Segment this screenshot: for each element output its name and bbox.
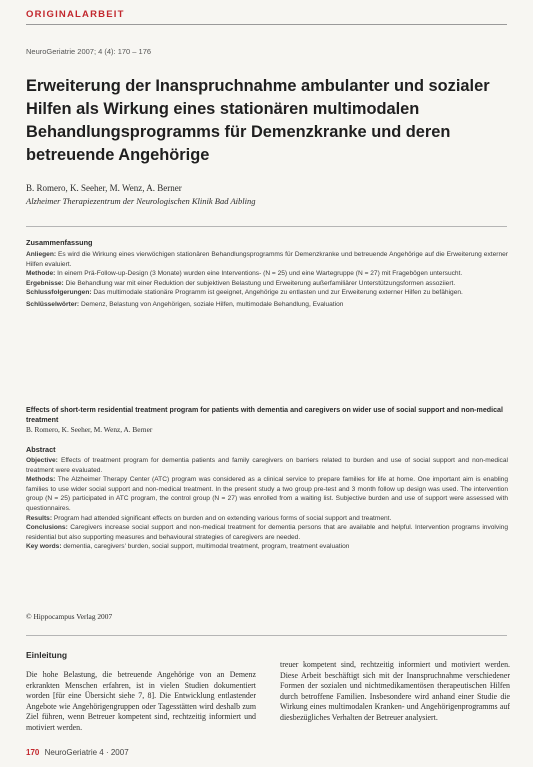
affiliation: Alzheimer Therapiezentrum der Neurologischen Klinik Bad Aibling <box>26 196 256 206</box>
abstract-text: Caregivers increase social support and non-medical treatment for dementia persons that are available and helpful. Intervention programs involving residential but also supporting measures and behavioural strategies of caregivers are needed. <box>26 524 508 541</box>
abstract-text: Effects of treatment program for dementia patients and family caregivers on barriers related to burden and use of social support and non-medical treatment were evaluated. <box>26 457 508 474</box>
abstract-text: Program had attended significant effects on burden and on extending various forms of social support and treatment. <box>53 514 392 522</box>
abstract-label: Conclusions: <box>26 524 68 532</box>
abstract-paragraph <box>26 456 508 475</box>
abstract-text: In einem Prä-Follow-up-Design (3 Monate) wurden eine Interventions- (N = 25) und eine Wartegruppe (N = 27) mit Fragebögen untersucht. <box>57 270 463 278</box>
abstract-text: Es wird die Wirkung eines vierwöchigen stationären Behandlungsprogramms für Demenzkranke und betreuende Angehörige auf die Erweiterung externer Hilfen evaluiert. <box>26 251 508 268</box>
abstract-label: Ergebnisse: <box>26 279 64 287</box>
abstract-heading: Abstract <box>26 445 56 454</box>
abstract-paragraph <box>26 279 508 289</box>
section-label: ORIGINALARBEIT <box>26 9 125 20</box>
zusammenfassung-body <box>26 250 508 310</box>
abstract-paragraph <box>26 523 508 542</box>
english-authors: B. Romero, K. Seeher, M. Wenz, A. Berner <box>26 425 153 434</box>
abstract-text: Die Behandlung war mit einer Reduktion der subjektiven Belastung und Erweiterung außerfamiliärer Unterstützungsformen assoziiert. <box>65 279 456 287</box>
abstract-paragraph <box>26 475 508 513</box>
abstract-label: Methods: <box>26 476 56 484</box>
footer-journal: NeuroGeriatrie 4 · 2007 <box>44 748 129 757</box>
keywords-label: Key words: <box>26 543 62 551</box>
copyright-notice: © Hippocampus Verlag 2007 <box>26 612 113 621</box>
abstract-paragraph <box>26 250 508 269</box>
abstract-label: Schlussfolgerungen: <box>26 289 92 297</box>
abstract-label: Anliegen: <box>26 251 57 258</box>
page-number: 170 <box>26 748 40 757</box>
abstract-body <box>26 456 508 552</box>
abstract-label: Methode: <box>26 270 56 278</box>
intro-left-column: Die hohe Belastung, die betreuende Angehörige von an Demenz erkrankten Menschen erfahren, ist in vielen Studien dokumentiert worden [für eine Übersicht siehe 7, 8]. Die Entwicklung entlastender Angebote wie Angehörigengruppen oder Tagesstätten wird deshalb zum Ziel führen, wenn Betreuer kompetent sind, rechtzeitig informiert und motiviert werden. <box>26 670 256 732</box>
keywords-label: Schlüsselwörter: <box>26 300 80 308</box>
authors: B. Romero, K. Seeher, M. Wenz, A. Berner <box>26 183 182 193</box>
english-title: Effects of short-term residential treatment program for patients with dementia and caregivers on wider use of social support and non-medical treatment <box>26 406 503 424</box>
top-rule <box>26 24 507 25</box>
body-rule <box>26 635 507 636</box>
abstract-text: Das multimodale stationäre Programm ist geeignet, Angehörige zu entlasten und zur Erweiterung externer Hilfen zu befähigen. <box>93 289 463 297</box>
abstract-rule <box>26 226 507 227</box>
page-footer <box>26 748 129 757</box>
article-title: Erweiterung der Inanspruchnahme ambulanter und sozialer Hilfen als Wirkung eines stationären multimodalen Behandlungsprogramms für Demenzkranke und deren betreuende Angehörige <box>26 77 490 164</box>
abstract-paragraph <box>26 269 508 279</box>
abstract-label: Results: <box>26 514 53 522</box>
intro-heading: Einleitung <box>26 650 68 660</box>
keywords-paragraph <box>26 300 508 310</box>
journal-citation: NeuroGeriatrie 2007; 4 (4): 170 – 176 <box>26 47 152 56</box>
abstract-label: Objective: <box>26 457 58 464</box>
keywords-text: Demenz, Belastung von Angehörigen, soziale Hilfen, multimodale Behandlung, Evaluation <box>80 300 344 308</box>
abstract-paragraph <box>26 288 508 298</box>
keywords-text: dementia, caregivers' burden, social support, multimodal treatment, program, treatment evaluation <box>63 543 350 551</box>
zusammenfassung-heading: Zusammenfassung <box>26 238 93 247</box>
abstract-paragraph <box>26 514 508 524</box>
keywords-paragraph <box>26 542 508 552</box>
intro-right-column: treuer kompetent sind, rechtzeitig informiert und motiviert werden. Diese Arbeit beschäftigt sich mit der Inanspruchnahme verschiedener Formen der sozialen und nichtmedikamentösen therapeutischen Hilfen durch betroffene Familien. Insbesondere wird anhand einer Studie die Wirkung eines multimodalen Kranken- und Angehörigenprogramms auf diesbezügliches Verhalten der Betreuer analysiert. <box>280 660 510 722</box>
abstract-text: The Alzheimer Therapy Center (ATC) program was considered as a clinical service to prepare families for life at home. One important aim is enabling families to use wider social support and non-medical treatment. In the present study a two group pre-test and 3 month follow up design was used. The intervention group (N = 25) participated in ATC program, the control group (N = 27) was enrolled from a waiting list. Subjective burden and use of support were assessed with questionnaires. <box>26 476 508 512</box>
